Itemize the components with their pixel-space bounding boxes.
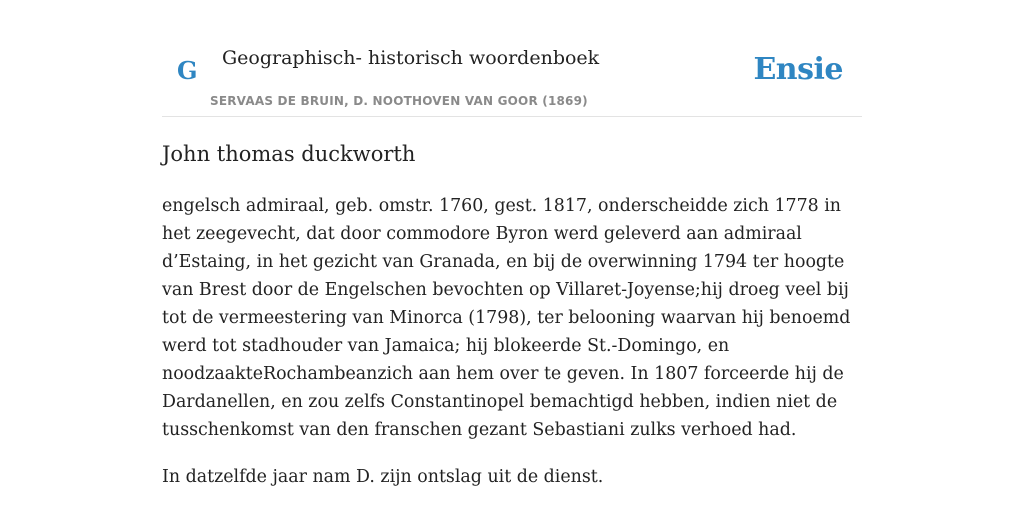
book-header [162, 0, 862, 117]
book-title[interactable]: Geographisch- historisch woordenboek [222, 47, 600, 69]
entry-paragraph: engelsch admiraal, geb. omstr. 1760, gest. 1817, onderscheidde zich 1778 in het zeegevecht, dat door commodore Byron werd geleverd aan admiraal d’Estaing, in het gezicht van Granada, en bij de overwinning 1794 ter hoogte van Brest door de Engelschen bevochten op Villaret-Joyense;hij droeg veel bij tot de vermeestering van Minorca (1798), ter belooning waarvan hij benoemd werd tot stadhouder van Jamaica; hij blokeerde St.-Domingo, en noodzaakteRochambeanzich aan hem over te geven. In 1807 forceerde hij de Dardanellen, en zou zelfs Constantinopel bemachtigd hebben, indien niet de tusschenkomst van den franschen gezant Sebastiani zulks verhoed had. [162, 196, 851, 440]
entry-title: John thomas duckworth [162, 142, 416, 166]
ensie-logo-link[interactable]: Ensie [753, 52, 843, 87]
book-authors: SERVAAS DE BRUIN, D. NOOTHOVEN VAN GOOR (1869) [210, 94, 588, 108]
index-letter[interactable]: G [177, 56, 198, 85]
entry-paragraph: In datzelfde jaar nam D. zijn ontslag uit de dienst. [162, 467, 604, 487]
entry-content [162, 192, 862, 510]
